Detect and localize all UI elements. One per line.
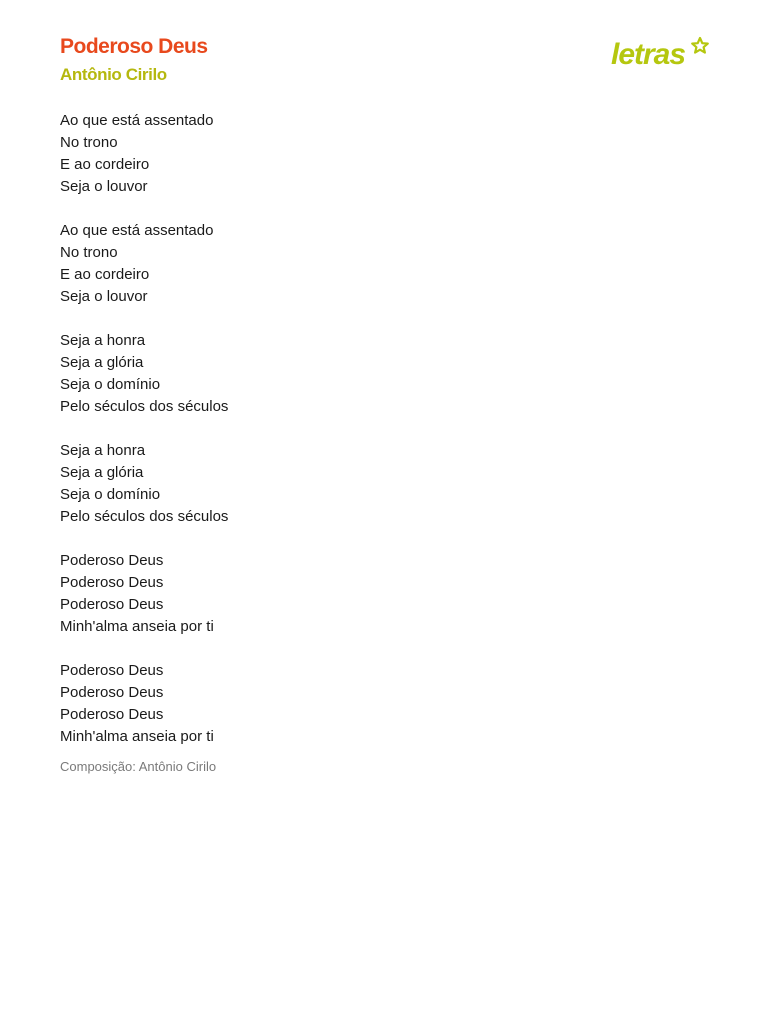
stanza bbox=[60, 440, 580, 528]
stanza bbox=[60, 220, 580, 308]
lyric-line: Seja o louvor bbox=[60, 288, 148, 305]
lyric-line: Pelo séculos dos séculos bbox=[60, 508, 229, 525]
lyric-line: Poderoso Deus bbox=[60, 662, 164, 679]
lyric-line: Seja o louvor bbox=[60, 178, 148, 195]
lyric-line: Ao que está assentado bbox=[60, 222, 214, 239]
composition-credits: Composição: Antônio Cirilo bbox=[60, 759, 217, 774]
stanza bbox=[60, 110, 580, 198]
star-icon bbox=[692, 38, 708, 53]
stanza bbox=[60, 660, 580, 748]
lyric-line: Seja a honra bbox=[60, 442, 146, 459]
lyrics-body bbox=[60, 110, 580, 748]
lyric-line: Pelo séculos dos séculos bbox=[60, 398, 229, 415]
lyric-line: Poderoso Deus bbox=[60, 706, 164, 723]
lyric-line: Ao que está assentado bbox=[60, 112, 214, 129]
lyric-line: Seja a glória bbox=[60, 464, 144, 481]
stanza bbox=[60, 330, 580, 418]
lyric-line: No trono bbox=[60, 134, 118, 151]
logo-text: letras bbox=[611, 38, 686, 70]
lyric-line: Seja o domínio bbox=[60, 486, 161, 503]
song-title: Poderoso Deus bbox=[60, 35, 208, 58]
lyric-line: Seja a glória bbox=[60, 354, 144, 371]
lyric-line: Poderoso Deus bbox=[60, 596, 164, 613]
artist-name: Antônio Cirilo bbox=[60, 65, 167, 84]
lyrics-page bbox=[60, 34, 580, 776]
lyric-line: Poderoso Deus bbox=[60, 574, 164, 591]
letras-logo bbox=[611, 34, 711, 70]
lyric-line: Seja o domínio bbox=[60, 376, 161, 393]
stanza bbox=[60, 550, 580, 638]
lyric-line: Poderoso Deus bbox=[60, 552, 164, 569]
lyric-line: Minh'alma anseia por ti bbox=[60, 728, 214, 745]
lyric-line: Minh'alma anseia por ti bbox=[60, 618, 214, 635]
lyric-line: E ao cordeiro bbox=[60, 266, 150, 283]
lyric-line: E ao cordeiro bbox=[60, 156, 150, 173]
lyric-line: Poderoso Deus bbox=[60, 684, 164, 701]
lyric-line: No trono bbox=[60, 244, 118, 261]
lyric-line: Seja a honra bbox=[60, 332, 146, 349]
